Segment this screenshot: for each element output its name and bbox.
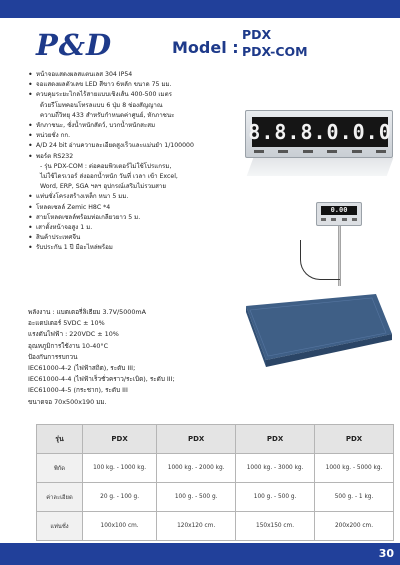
- feature-item: • ควบคุมระยะไกลไร้สายแบบเชิงเส้น 400-500 เมตร: [28, 90, 278, 100]
- spec-line: อะแดปเตอร์ 5VDC ± 10%: [28, 319, 105, 328]
- page-number: 30: [378, 547, 394, 560]
- table-row-label: ค่าละเอียด: [37, 483, 83, 512]
- model-label: Model :: [172, 38, 239, 57]
- led-display-digits: 8.8.8.0.0.0: [248, 120, 392, 144]
- feature-item: • แท่นชั่งโครงสร้างเหล็ก หนา 5 มม.: [28, 192, 278, 202]
- table-row: [37, 483, 394, 512]
- table-row-label: พิกัด: [37, 454, 83, 483]
- feature-item: Word, ERP, SGA ฯลฯ อุปกรณ์เสริมไม่รวมสาย: [40, 183, 167, 191]
- model-name-pdx-com: PDX-COM: [242, 44, 308, 59]
- table-cell: 120x120 cm.: [157, 512, 236, 541]
- feature-item: • เสาตั้งหน้าจอสูง 1 ม.: [28, 223, 278, 233]
- indicator-keys: [321, 218, 357, 222]
- led-display-illustration: [245, 110, 393, 158]
- feature-item: - รุ่น PDX-COM : ต่อคอมพิวเตอร์ไม่ใช้โปรแกรม,: [40, 162, 172, 170]
- table-cell: 150x150 cm.: [236, 512, 315, 541]
- feature-item: ไม่ใช้ไดรเวอร์ ส่งออกน้ำหนัก วันที่ เวลา เข้า Excel,: [40, 173, 178, 181]
- table-cell: 500 g. - 1 kg.: [315, 483, 394, 512]
- table-header-cell: PDX: [157, 425, 236, 454]
- power-specs: [28, 307, 258, 408]
- led-display-stand: [247, 158, 394, 176]
- model-names: [242, 26, 308, 60]
- table-cell: 100 kg. - 1000 kg.: [83, 454, 157, 483]
- brand-logo: P&D: [36, 28, 113, 62]
- table-header-cell: PDX: [83, 425, 157, 454]
- table-cell: 1000 kg. - 5000 kg.: [315, 454, 394, 483]
- feature-item: • สินค้าประเทศจีน: [28, 233, 278, 243]
- feature-item: • รับประกัน 1 ปี มีอะไหล่พร้อม: [28, 243, 278, 253]
- feature-item: ความถี่วิทยุ 433 สำหรับกำหนดค่าศูนย์, หักภาชนะ: [40, 111, 175, 119]
- table-header-cell: PDX: [315, 425, 394, 454]
- model-name-pdx: PDX: [242, 27, 272, 42]
- feature-item: • พอร์ต RS232: [28, 152, 278, 162]
- led-display-screen: [248, 117, 392, 147]
- table-header-cell: PDX: [236, 425, 315, 454]
- feature-item: • A/D 24 bit อ่านความละเอียดสูงเร็วและแม่นยำ 1/100000: [28, 141, 278, 151]
- table-cell: 1000 kg. - 3000 kg.: [236, 454, 315, 483]
- spec-line: พลังงาน : แบตเตอรี่ลิเธียม 3.7V/5000mA: [28, 308, 147, 316]
- table-corner-header: รุ่น: [37, 425, 83, 454]
- loadcell-cable: [300, 240, 340, 280]
- spec-line: ป้องกันการรบกวน: [28, 352, 78, 361]
- spec-line: แรงดันไฟฟ้า : 220VDC ± 10%: [28, 330, 119, 339]
- table-cell: 20 g. - 100 g.: [83, 483, 157, 512]
- spec-line: ขนาดจอ 70x500x190 มม.: [28, 397, 107, 406]
- feature-item: • หน้าจอแสดงผลสแตนเลส 304 IP54: [28, 70, 278, 80]
- weight-indicator-illustration: [316, 202, 362, 226]
- table-row: [37, 454, 394, 483]
- indicator-screen: 0.00: [321, 206, 357, 215]
- bottom-banner: [0, 543, 400, 565]
- spec-line: IEC61000-4-2 (ไฟฟ้าสถิต), ระดับ III;: [28, 364, 136, 373]
- table-cell: 100 g. - 500 g.: [157, 483, 236, 512]
- table-cell: 100 g. - 500 g.: [236, 483, 315, 512]
- feature-item: ด้วยรีโมทคอนโทรลแบบ 6 ปุ่ม 8 ช่องสัญญาณ: [40, 101, 163, 109]
- spec-line: IEC61000-4-5 (กระชาก), ระดับ III: [28, 386, 128, 395]
- table-cell: 100x100 cm.: [83, 512, 157, 541]
- feature-item: • หักภาชนะ, ชั่งน้ำหนักสัตว์, บวกน้ำหนักสะสม: [28, 121, 278, 131]
- feature-list: [28, 70, 278, 254]
- led-display-keys: [254, 150, 386, 154]
- spec-line: อุณหภูมิการใช้งาน 10-40°C: [28, 341, 109, 350]
- table-cell: 1000 kg. - 2000 kg.: [157, 454, 236, 483]
- feature-item: • หน่วยชั่ง กก.: [28, 131, 278, 141]
- table-row: [37, 512, 394, 541]
- feature-item: • โหลดเซลล์ Zemic H8C *4: [28, 203, 278, 213]
- table-row-label: แท่นชั่ง: [37, 512, 83, 541]
- table-cell: 200x200 cm.: [315, 512, 394, 541]
- table-header-row: [37, 425, 394, 454]
- top-banner: [0, 0, 400, 18]
- feature-item: • จอแสดงผลตัวเลข LED สีขาว 6หลัก ขนาด 75 มม.: [28, 80, 278, 90]
- spec-line: IEC61000-4-4 (ไฟฟ้าเร็วชั่วคราว/ระเบิด), ระดับ III;: [28, 375, 175, 384]
- feature-item: • สายโหลดเซลล์พร้อมท่อเกลียวยาว 5 ม.: [28, 213, 278, 223]
- model-spec-table: [36, 424, 394, 541]
